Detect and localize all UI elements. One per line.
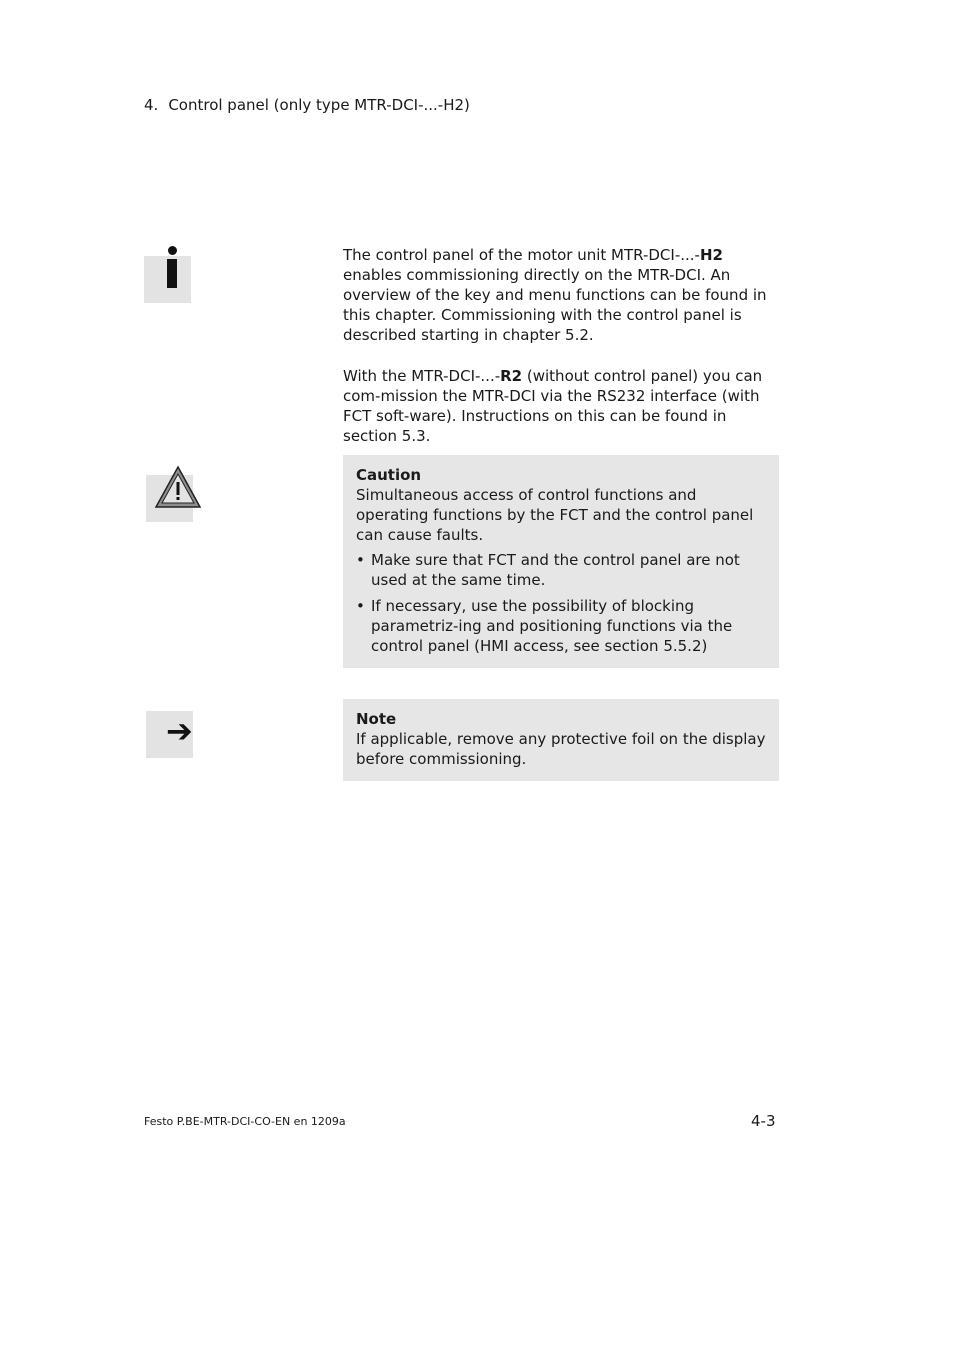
bullet-marker: • <box>356 551 365 569</box>
info-paragraph-1-start: The control panel of the motor unit MTR-DCI-...- <box>343 246 700 264</box>
arrow-right-glyph: ➔ <box>166 712 193 750</box>
arrow-right-icon <box>146 711 193 758</box>
caution-bullet-list <box>356 550 771 656</box>
info-icon <box>144 256 191 303</box>
info-paragraph-2 <box>343 366 779 446</box>
info-paragraph-1 <box>343 245 779 345</box>
info-paragraph-2-start: With the MTR-DCI-...- <box>343 367 501 385</box>
chapter-title: Control panel (only type MTR-DCI-...-H2) <box>168 96 470 114</box>
caution-callout <box>343 455 779 668</box>
model-r2-bold: R2 <box>500 367 523 385</box>
chapter-number: 4. <box>144 96 159 114</box>
caution-text: Simultaneous access of control functions and operating functions by the FCT and the control panel can cause faults. <box>356 486 754 544</box>
caution-bullet-item <box>356 550 771 590</box>
caution-bullet-text: Make sure that FCT and the control panel are not used at the same time. <box>371 551 740 589</box>
note-text: If applicable, remove any protective foil on the display before commissioning. <box>356 730 766 768</box>
caution-bullet-item <box>356 596 771 656</box>
bullet-marker: • <box>356 597 365 615</box>
model-h2-bold: H2 <box>699 246 723 264</box>
info-icon-dot <box>168 246 177 255</box>
warning-triangle-icon <box>146 475 193 522</box>
footer-document-id: Festo P.BE-MTR-DCI-CO-EN en 1209a <box>144 1115 346 1128</box>
warning-triangle-svg <box>154 465 202 509</box>
note-title: Note <box>356 710 397 728</box>
footer-page-number: 4-3 <box>751 1112 776 1130</box>
info-paragraph-1-end: enables commissioning directly on the MTR-DCI. An overview of the key and menu functions can be found in this chapter. Commissioning with the control panel is described starting in chapter 5.2. <box>343 266 767 344</box>
info-paragraph-2-end: (without control panel) you can com-mission the MTR-DCI via the RS232 interface (with FCT soft-ware). Instructions on this can be found in section 5.3. <box>343 367 763 445</box>
note-callout <box>343 699 779 781</box>
chapter-header <box>144 95 470 115</box>
caution-bullet-text: If necessary, use the possibility of blocking parametriz-ing and positioning functions via the control panel (HMI access, see section 5.5.2) <box>371 597 733 655</box>
caution-title: Caution <box>356 466 422 484</box>
info-icon-stem <box>167 259 177 288</box>
